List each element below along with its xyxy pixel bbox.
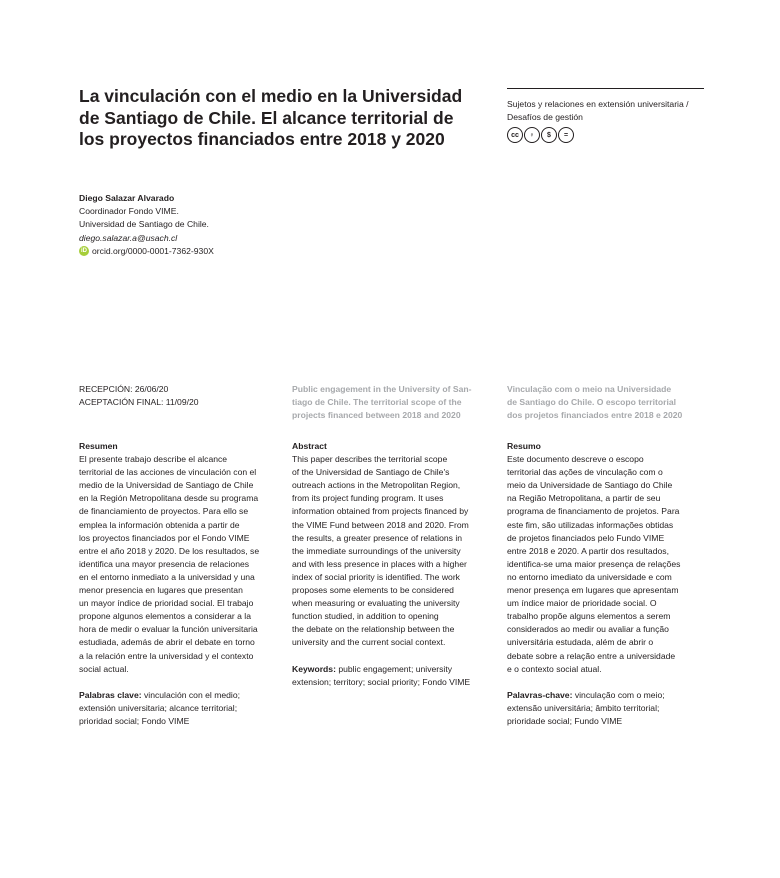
portuguese-text [507,453,707,676]
orcid-icon: iD [79,246,89,256]
article-title: La vinculación con el medio en la Universidad de Santiago de Chile. El alcance territorial de los proyectos financiados entre 2018 y 2020 [79,86,463,149]
abstract-line: este fim, são utilizadas informações obtidas [507,519,674,530]
spanish-abstract [79,440,279,728]
section-label: Sujetos y relaciones en extensión universitaria / Desafíos de gestión [507,99,689,122]
received-date: RECEPCIÓN: 26/06/20 [79,384,169,394]
abstract-line: identifica-se uma maior presença de relações [507,558,681,569]
abstract-line: Este documento descreve o escopo [507,454,644,465]
abstract-line: index of social priority is identified. The work [292,571,460,582]
portuguese-title: Vinculação com o meio na Universidade de Santiago do Chile. O escopo territorial dos projetos financiados entre 2018 e 2020 [507,384,683,420]
portuguese-abstract [507,440,707,728]
english-abstract [292,440,492,689]
abstract-line: menor presencia en lugares que presentan [79,585,243,596]
author-email[interactable]: diego.salazar.a@usach.cl [79,232,178,243]
abstract-line: no entorno imediato da universidade e com [507,571,672,582]
english-text [292,453,492,649]
abstract-line: emplea la información obtenida a partir de [79,519,240,530]
abstract-line: um índice maior de prioridade social. O [507,598,657,609]
abstract-line: El presente trabajo describe el alcance [79,454,228,465]
abstract-line: estudiada, además de abrir el debate en torno [79,637,255,648]
noncommercial-icon: $ [541,127,557,143]
spanish-text [79,453,279,676]
orcid-link[interactable]: orcid.org/0000-0001-7362-930X [92,245,214,256]
abstract-line: proposes some elements to be considered [292,585,454,596]
english-heading: Abstract [292,441,327,451]
author-name: Diego Salazar Alvarado [79,193,175,203]
abstract-line: This paper describes the territorial scope [292,454,448,465]
abstract-line: de financiamiento de proyectos. Para ello se [79,506,249,517]
abstract-line: menor presença em lugares que apresentam [507,585,679,596]
abstract-line: outreach actions in the Metropolitan Region, [292,480,461,491]
abstract-line: the debate on the relationship between the [292,624,455,635]
abstract-line: and with less presence in places with a higher [292,558,467,569]
author-affiliation: Universidad de Santiago de Chile. [79,219,209,230]
abstract-line: entre el año 2018 y 2020. De los resultados, se [79,545,260,556]
abstract-line: identifica una mayor presencia de relaciones [79,558,250,569]
abstract-line: entre 2018 e 2020. A partir dos resultados, [507,545,669,556]
english-title: Public engagement in the University of San- tiago de Chile. The territorial scope of the projects financed between 2018 and 2020 [292,384,472,420]
abstract-line: programa de financiamento de projetos. Para [507,506,680,517]
abstract-line: hora de medir o evaluar la función universitaria [79,624,258,635]
portuguese-keywords: Palavras-chave: vinculação com o meio; extensão universitária; âmbito territorial; prioridade social; Fundo VIME [507,689,665,726]
abstract-line: e o contexto social atual. [507,663,602,674]
abstract-line: territorial das ações de vinculação com o [507,467,663,478]
abstract-line: of the Universidad de Santiago de Chile's [292,467,450,478]
abstract-line: propone algunos elementos a considerar a la [79,611,251,622]
abstract-line: medio de la Universidad de Santiago de Chile [79,480,254,491]
portuguese-heading: Resumo [507,441,541,451]
abstract-line: social actual. [79,663,129,674]
accepted-date: ACEPTACIÓN FINAL: 11/09/20 [79,397,199,407]
author-block [79,192,339,258]
abstract-line: from its project funding program. It uses [292,493,444,504]
section-rule [507,88,704,89]
abstract-line: na Região Metropolitana, a partir de seu [507,493,661,504]
abstract-line: debate sobre a relação entre a universidade [507,650,676,661]
abstract-line: meio da Universidade de Santiago do Chile [507,480,673,491]
cc-icon: cc [507,127,523,143]
abstract-line: un mayor índice de prioridad social. El trabajo [79,598,254,609]
abstract-line: en la Región Metropolitana desde su programa [79,493,259,504]
license-icons[interactable] [507,127,574,146]
abstract-line: los proyectos financiados por el Fondo VIME [79,532,250,543]
noderivatives-icon: = [558,127,574,143]
abstract-line: territorial de las acciones de vinculación con el [79,467,257,478]
abstract-line: university and the current social context. [292,637,446,648]
author-role: Coordinador Fondo VIME. [79,206,179,217]
abstract-line: when measuring or evaluating the university [292,598,460,609]
abstract-line: a la relación entre la universidad y el contexto [79,650,254,661]
english-keywords: Keywords: public engagement; university extension; territory; social priority; Fondo VIME [292,663,471,687]
spanish-heading: Resumen [79,441,118,451]
abstract-line: the immediate surroundings of the university [292,545,461,556]
dates-block [79,383,279,409]
abstract-line: en el entorno inmediato a la universidad y una [79,571,255,582]
abstract-line: the VIME Fund between 2018 and 2020. From [292,519,469,530]
abstract-line: information obtained from projects financed by [292,506,469,517]
abstract-line: considerados ao medir ou avaliar a função [507,624,669,635]
abstract-line: function studied, in addition to opening [292,611,439,622]
abstract-line: trabalho propõe alguns elementos a serem [507,611,671,622]
orcid-line[interactable] [79,245,339,258]
abstract-line: de projetos financiados pelo Fundo VIME [507,532,665,543]
abstract-line: universitária estudada, além de abrir o [507,637,654,648]
spanish-keywords: Palabras clave: vinculación con el medio; extensión universitaria; alcance territorial; prioridad social; Fondo VIME [79,689,240,726]
by-attribution-icon: ♀ [524,127,540,143]
abstract-line: the results, a greater presence of relations in [292,532,463,543]
